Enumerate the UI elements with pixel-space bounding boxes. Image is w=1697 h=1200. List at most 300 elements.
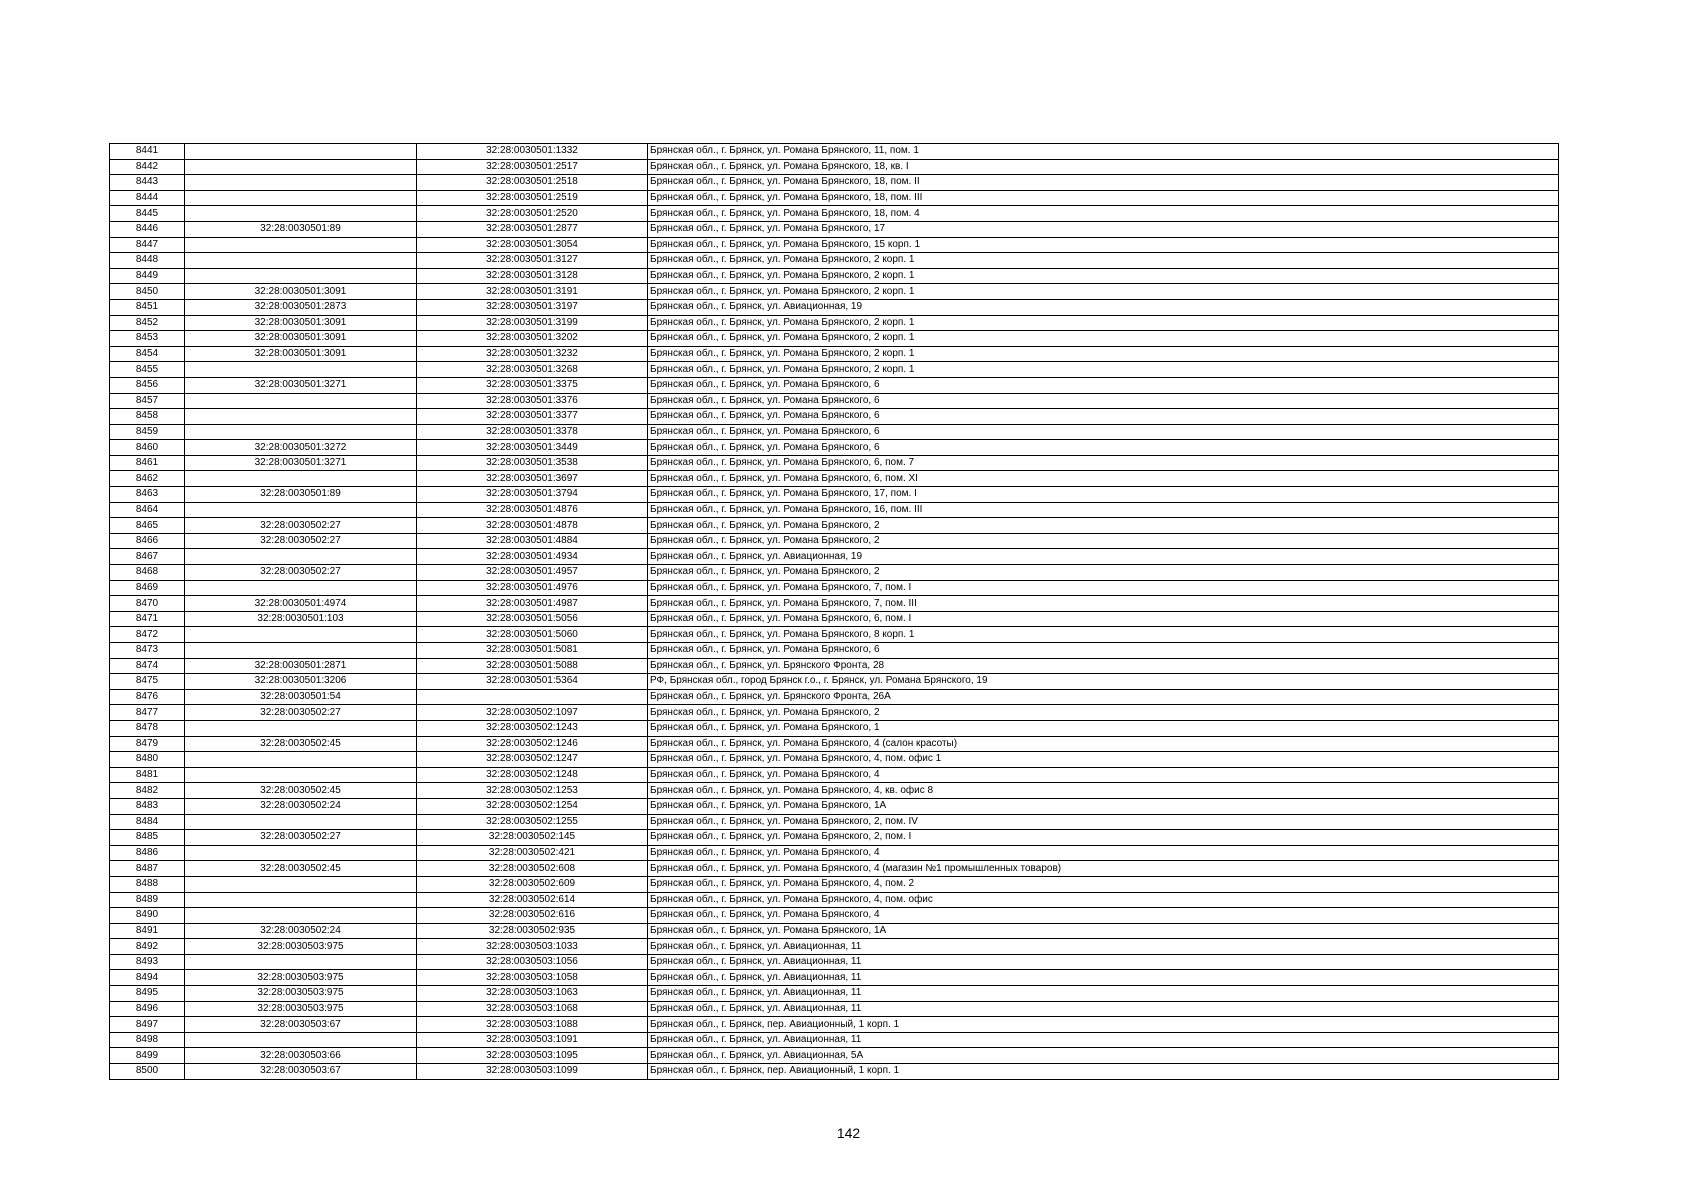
address-cell: Брянская обл., г. Брянск, ул. Романа Брянского, 2 корп. 1: [648, 268, 1559, 284]
table-row: [110, 783, 1559, 799]
cadastral-number-cell: 32:28:0030503:1056: [417, 954, 648, 970]
table-row: [110, 1001, 1559, 1017]
address-cell: Брянская обл., г. Брянск, ул. Авиационная, 11: [648, 1001, 1559, 1017]
parcel-number-cell: [185, 253, 417, 269]
parcel-number-cell: 32:28:0030501:3091: [185, 346, 417, 362]
cadastral-number-cell: 32:28:0030501:4934: [417, 549, 648, 565]
parcel-number-cell: 32:28:0030501:89: [185, 221, 417, 237]
address-cell: Брянская обл., г. Брянск, ул. Романа Брянского, 6: [648, 409, 1559, 425]
address-cell: Брянская обл., г. Брянск, ул. Романа Брянского, 4: [648, 908, 1559, 924]
row-number-cell: 8492: [110, 939, 185, 955]
address-cell: Брянская обл., г. Брянск, ул. Романа Брянского, 7, пом. I: [648, 580, 1559, 596]
cadastral-number-cell: 32:28:0030502:1255: [417, 814, 648, 830]
parcel-number-cell: 32:28:0030503:67: [185, 1064, 417, 1080]
cadastral-number-cell: 32:28:0030501:5364: [417, 674, 648, 690]
cadastral-number-cell: [417, 689, 648, 705]
row-number-cell: 8457: [110, 393, 185, 409]
address-cell: Брянская обл., г. Брянск, ул. Романа Брянского, 2: [648, 518, 1559, 534]
row-number-cell: 8498: [110, 1032, 185, 1048]
address-cell: Брянская обл., г. Брянск, ул. Романа Брянского, 16, пом. III: [648, 502, 1559, 518]
cadastral-number-cell: 32:28:0030501:4976: [417, 580, 648, 596]
parcel-number-cell: 32:28:0030503:975: [185, 986, 417, 1002]
address-cell: Брянская обл., г. Брянск, ул. Авиационная, 19: [648, 549, 1559, 565]
address-cell: Брянская обл., г. Брянск, ул. Авиационная, 5А: [648, 1048, 1559, 1064]
address-cell: Брянская обл., г. Брянск, ул. Брянского Фронта, 28: [648, 658, 1559, 674]
row-number-cell: 8462: [110, 471, 185, 487]
table-row: [110, 939, 1559, 955]
cadastral-number-cell: 32:28:0030501:4987: [417, 596, 648, 612]
table-row: [110, 565, 1559, 581]
parcel-number-cell: [185, 409, 417, 425]
address-cell: Брянская обл., г. Брянск, ул. Романа Брянского, 6, пом. 7: [648, 455, 1559, 471]
row-number-cell: 8452: [110, 315, 185, 331]
table-row: [110, 752, 1559, 768]
parcel-number-cell: 32:28:0030501:103: [185, 611, 417, 627]
cadastral-number-cell: 32:28:0030501:5081: [417, 643, 648, 659]
table-row: [110, 549, 1559, 565]
address-cell: Брянская обл., г. Брянск, ул. Романа Брянского, 2: [648, 533, 1559, 549]
parcel-number-cell: 32:28:0030501:3091: [185, 284, 417, 300]
table-body: [110, 144, 1559, 1080]
cadastral-number-cell: 32:28:0030501:3268: [417, 362, 648, 378]
cadastral-number-cell: 32:28:0030501:3054: [417, 237, 648, 253]
parcel-number-cell: 32:28:0030502:27: [185, 565, 417, 581]
address-cell: Брянская обл., г. Брянск, ул. Брянского Фронта, 26А: [648, 689, 1559, 705]
row-number-cell: 8456: [110, 377, 185, 393]
cadastral-number-cell: 32:28:0030501:3376: [417, 393, 648, 409]
cadastral-number-cell: 32:28:0030501:4876: [417, 502, 648, 518]
address-cell: Брянская обл., г. Брянск, ул. Романа Брянского, 15 корп. 1: [648, 237, 1559, 253]
row-number-cell: 8446: [110, 221, 185, 237]
table-row: [110, 876, 1559, 892]
parcel-number-cell: 32:28:0030502:27: [185, 705, 417, 721]
address-cell: Брянская обл., г. Брянск, ул. Романа Брянского, 6: [648, 377, 1559, 393]
table-row: [110, 253, 1559, 269]
address-cell: Брянская обл., г. Брянск, ул. Романа Брянского, 6: [648, 424, 1559, 440]
parcel-number-cell: [185, 144, 417, 160]
row-number-cell: 8474: [110, 658, 185, 674]
table-row: [110, 798, 1559, 814]
address-cell: Брянская обл., г. Брянск, ул. Романа Брянского, 18, пом. 4: [648, 206, 1559, 222]
row-number-cell: 8495: [110, 986, 185, 1002]
parcel-number-cell: 32:28:0030501:54: [185, 689, 417, 705]
address-cell: Брянская обл., г. Брянск, ул. Романа Брянского, 2 корп. 1: [648, 315, 1559, 331]
table-row: [110, 1048, 1559, 1064]
register-table: [109, 143, 1559, 1080]
cadastral-number-cell: 32:28:0030501:3197: [417, 299, 648, 315]
cadastral-number-cell: 32:28:0030503:1088: [417, 1017, 648, 1033]
cadastral-number-cell: 32:28:0030501:3538: [417, 455, 648, 471]
parcel-number-cell: [185, 580, 417, 596]
row-number-cell: 8459: [110, 424, 185, 440]
parcel-number-cell: [185, 175, 417, 191]
parcel-number-cell: 32:28:0030501:3271: [185, 455, 417, 471]
parcel-number-cell: [185, 159, 417, 175]
table-row: [110, 705, 1559, 721]
address-cell: Брянская обл., г. Брянск, ул. Авиационная, 11: [648, 1032, 1559, 1048]
address-cell: Брянская обл., г. Брянск, ул. Романа Брянского, 2 корп. 1: [648, 346, 1559, 362]
row-number-cell: 8487: [110, 861, 185, 877]
row-number-cell: 8478: [110, 720, 185, 736]
table-row: [110, 159, 1559, 175]
cadastral-number-cell: 32:28:0030501:2517: [417, 159, 648, 175]
row-number-cell: 8473: [110, 643, 185, 659]
row-number-cell: 8484: [110, 814, 185, 830]
table-row: [110, 487, 1559, 503]
table-row: [110, 377, 1559, 393]
parcel-number-cell: [185, 393, 417, 409]
cadastral-number-cell: 32:28:0030502:935: [417, 923, 648, 939]
row-number-cell: 8489: [110, 892, 185, 908]
address-cell: Брянская обл., г. Брянск, ул. Романа Брянского, 18, пом. III: [648, 190, 1559, 206]
cadastral-number-cell: 32:28:0030501:3378: [417, 424, 648, 440]
cadastral-number-cell: 32:28:0030501:3191: [417, 284, 648, 300]
table-row: [110, 596, 1559, 612]
address-cell: Брянская обл., г. Брянск, ул. Романа Брянского, 4: [648, 767, 1559, 783]
parcel-number-cell: 32:28:0030503:66: [185, 1048, 417, 1064]
cadastral-number-cell: 32:28:0030503:1095: [417, 1048, 648, 1064]
table-row: [110, 908, 1559, 924]
row-number-cell: 8467: [110, 549, 185, 565]
parcel-number-cell: 32:28:0030502:45: [185, 736, 417, 752]
cadastral-number-cell: 32:28:0030503:1068: [417, 1001, 648, 1017]
cadastral-number-cell: 32:28:0030501:5060: [417, 627, 648, 643]
address-cell: Брянская обл., г. Брянск, ул. Романа Брянского, 4, кв. офис 8: [648, 783, 1559, 799]
parcel-number-cell: 32:28:0030502:45: [185, 861, 417, 877]
row-number-cell: 8477: [110, 705, 185, 721]
cadastral-number-cell: 32:28:0030501:5056: [417, 611, 648, 627]
parcel-number-cell: [185, 643, 417, 659]
table-row: [110, 1017, 1559, 1033]
table-row: [110, 346, 1559, 362]
cadastral-number-cell: 32:28:0030502:145: [417, 830, 648, 846]
address-cell: Брянская обл., г. Брянск, ул. Романа Брянского, 17, пом. I: [648, 487, 1559, 503]
table-row: [110, 502, 1559, 518]
address-cell: Брянская обл., г. Брянск, ул. Романа Брянского, 6: [648, 643, 1559, 659]
address-cell: Брянская обл., г. Брянск, ул. Романа Брянского, 4 (салон красоты): [648, 736, 1559, 752]
row-number-cell: 8472: [110, 627, 185, 643]
row-number-cell: 8499: [110, 1048, 185, 1064]
row-number-cell: 8463: [110, 487, 185, 503]
parcel-number-cell: [185, 1032, 417, 1048]
parcel-number-cell: 32:28:0030501:89: [185, 487, 417, 503]
table-row: [110, 424, 1559, 440]
table-row: [110, 237, 1559, 253]
parcel-number-cell: [185, 752, 417, 768]
row-number-cell: 8485: [110, 830, 185, 846]
parcel-number-cell: [185, 362, 417, 378]
row-number-cell: 8447: [110, 237, 185, 253]
cadastral-number-cell: 32:28:0030503:1099: [417, 1064, 648, 1080]
address-cell: Брянская обл., г. Брянск, пер. Авиационный, 1 корп. 1: [648, 1017, 1559, 1033]
table-row: [110, 986, 1559, 1002]
address-cell: Брянская обл., г. Брянск, ул. Романа Брянского, 11, пом. 1: [648, 144, 1559, 160]
address-cell: Брянская обл., г. Брянск, ул. Романа Брянского, 1: [648, 720, 1559, 736]
table-row: [110, 892, 1559, 908]
cadastral-number-cell: 32:28:0030502:421: [417, 845, 648, 861]
row-number-cell: 8464: [110, 502, 185, 518]
cadastral-number-cell: 32:28:0030502:1246: [417, 736, 648, 752]
table-row: [110, 144, 1559, 160]
parcel-number-cell: [185, 424, 417, 440]
table-row: [110, 409, 1559, 425]
address-cell: Брянская обл., г. Брянск, ул. Романа Брянского, 6: [648, 393, 1559, 409]
row-number-cell: 8486: [110, 845, 185, 861]
row-number-cell: 8500: [110, 1064, 185, 1080]
row-number-cell: 8483: [110, 798, 185, 814]
row-number-cell: 8479: [110, 736, 185, 752]
parcel-number-cell: 32:28:0030501:4974: [185, 596, 417, 612]
cadastral-number-cell: 32:28:0030503:1063: [417, 986, 648, 1002]
address-cell: Брянская обл., г. Брянск, ул. Романа Брянского, 7, пом. III: [648, 596, 1559, 612]
parcel-number-cell: [185, 845, 417, 861]
parcel-number-cell: 32:28:0030502:27: [185, 830, 417, 846]
table-row: [110, 643, 1559, 659]
table-row: [110, 1032, 1559, 1048]
row-number-cell: 8461: [110, 455, 185, 471]
table-row: [110, 299, 1559, 315]
address-cell: Брянская обл., г. Брянск, ул. Романа Брянского, 4 (магазин №1 промышленных товаров): [648, 861, 1559, 877]
address-cell: Брянская обл., г. Брянск, ул. Романа Брянского, 18, кв. I: [648, 159, 1559, 175]
row-number-cell: 8445: [110, 206, 185, 222]
row-number-cell: 8471: [110, 611, 185, 627]
table-row: [110, 861, 1559, 877]
parcel-number-cell: [185, 720, 417, 736]
address-cell: Брянская обл., г. Брянск, ул. Романа Брянского, 2: [648, 565, 1559, 581]
table-row: [110, 471, 1559, 487]
cadastral-number-cell: 32:28:0030502:608: [417, 861, 648, 877]
table-row: [110, 518, 1559, 534]
table-row: [110, 767, 1559, 783]
parcel-number-cell: 32:28:0030502:45: [185, 783, 417, 799]
row-number-cell: 8480: [110, 752, 185, 768]
row-number-cell: 8497: [110, 1017, 185, 1033]
address-cell: Брянская обл., г. Брянск, пер. Авиационный, 1 корп. 1: [648, 1064, 1559, 1080]
table-row: [110, 331, 1559, 347]
table-row: [110, 627, 1559, 643]
parcel-number-cell: 32:28:0030502:27: [185, 533, 417, 549]
cadastral-number-cell: 32:28:0030503:1091: [417, 1032, 648, 1048]
row-number-cell: 8494: [110, 970, 185, 986]
address-cell: Брянская обл., г. Брянск, ул. Авиационная, 11: [648, 939, 1559, 955]
table-row: [110, 190, 1559, 206]
cadastral-number-cell: 32:28:0030503:1058: [417, 970, 648, 986]
row-number-cell: 8468: [110, 565, 185, 581]
parcel-number-cell: [185, 549, 417, 565]
parcel-number-cell: 32:28:0030501:3272: [185, 440, 417, 456]
address-cell: Брянская обл., г. Брянск, ул. Романа Брянского, 2 корп. 1: [648, 362, 1559, 378]
page-number: 142: [836, 1125, 861, 1141]
row-number-cell: 8454: [110, 346, 185, 362]
row-number-cell: 8481: [110, 767, 185, 783]
parcel-number-cell: 32:28:0030501:3206: [185, 674, 417, 690]
cadastral-number-cell: 32:28:0030502:1097: [417, 705, 648, 721]
table-row: [110, 720, 1559, 736]
table-row: [110, 362, 1559, 378]
table-row: [110, 175, 1559, 191]
address-cell: Брянская обл., г. Брянск, ул. Романа Брянского, 6: [648, 440, 1559, 456]
row-number-cell: 8455: [110, 362, 185, 378]
table-row: [110, 393, 1559, 409]
cadastral-number-cell: 32:28:0030502:1254: [417, 798, 648, 814]
cadastral-number-cell: 32:28:0030501:3449: [417, 440, 648, 456]
row-number-cell: 8451: [110, 299, 185, 315]
row-number-cell: 8465: [110, 518, 185, 534]
cadastral-number-cell: 32:28:0030501:4878: [417, 518, 648, 534]
cadastral-number-cell: 32:28:0030501:3202: [417, 331, 648, 347]
cadastral-number-cell: 32:28:0030501:3375: [417, 377, 648, 393]
row-number-cell: 8482: [110, 783, 185, 799]
parcel-number-cell: 32:28:0030502:24: [185, 798, 417, 814]
cadastral-number-cell: 32:28:0030501:3232: [417, 346, 648, 362]
parcel-number-cell: [185, 627, 417, 643]
address-cell: Брянская обл., г. Брянск, ул. Авиационная, 11: [648, 954, 1559, 970]
row-number-cell: 8444: [110, 190, 185, 206]
cadastral-number-cell: 32:28:0030502:1243: [417, 720, 648, 736]
parcel-number-cell: [185, 908, 417, 924]
address-cell: Брянская обл., г. Брянск, ул. Романа Брянского, 2 корп. 1: [648, 331, 1559, 347]
cadastral-number-cell: 32:28:0030501:2877: [417, 221, 648, 237]
row-number-cell: 8458: [110, 409, 185, 425]
cadastral-number-cell: 32:28:0030501:5088: [417, 658, 648, 674]
address-cell: Брянская обл., г. Брянск, ул. Романа Брянского, 8 корп. 1: [648, 627, 1559, 643]
address-cell: Брянская обл., г. Брянск, ул. Романа Брянского, 2, пом. IV: [648, 814, 1559, 830]
row-number-cell: 8450: [110, 284, 185, 300]
row-number-cell: 8469: [110, 580, 185, 596]
parcel-number-cell: 32:28:0030501:3091: [185, 315, 417, 331]
address-cell: Брянская обл., г. Брянск, ул. Романа Брянского, 4, пом. 2: [648, 876, 1559, 892]
cadastral-number-cell: 32:28:0030501:3697: [417, 471, 648, 487]
cadastral-number-cell: 32:28:0030501:2520: [417, 206, 648, 222]
parcel-number-cell: 32:28:0030501:2873: [185, 299, 417, 315]
row-number-cell: 8460: [110, 440, 185, 456]
table-row: [110, 736, 1559, 752]
table-row: [110, 689, 1559, 705]
row-number-cell: 8443: [110, 175, 185, 191]
parcel-number-cell: [185, 237, 417, 253]
address-cell: Брянская обл., г. Брянск, ул. Романа Брянского, 4, пом. офис 1: [648, 752, 1559, 768]
row-number-cell: 8476: [110, 689, 185, 705]
table-row: [110, 221, 1559, 237]
row-number-cell: 8441: [110, 144, 185, 160]
table-row: [110, 533, 1559, 549]
address-cell: Брянская обл., г. Брянск, ул. Авиационная, 11: [648, 970, 1559, 986]
cadastral-number-cell: 32:28:0030503:1033: [417, 939, 648, 955]
cadastral-number-cell: 32:28:0030501:3377: [417, 409, 648, 425]
row-number-cell: 8488: [110, 876, 185, 892]
parcel-number-cell: [185, 876, 417, 892]
address-cell: РФ, Брянская обл., город Брянск г.о., г. Брянск, ул. Романа Брянского, 19: [648, 674, 1559, 690]
parcel-number-cell: 32:28:0030501:2871: [185, 658, 417, 674]
table-row: [110, 1064, 1559, 1080]
parcel-number-cell: [185, 814, 417, 830]
address-cell: Брянская обл., г. Брянск, ул. Авиационная, 19: [648, 299, 1559, 315]
table-row: [110, 611, 1559, 627]
row-number-cell: 8491: [110, 923, 185, 939]
address-cell: Брянская обл., г. Брянск, ул. Романа Брянского, 18, пом. II: [648, 175, 1559, 191]
address-cell: Брянская обл., г. Брянск, ул. Романа Брянского, 2 корп. 1: [648, 284, 1559, 300]
row-number-cell: 8466: [110, 533, 185, 549]
parcel-number-cell: 32:28:0030503:975: [185, 939, 417, 955]
address-cell: Брянская обл., г. Брянск, ул. Авиационная, 11: [648, 986, 1559, 1002]
cadastral-number-cell: 32:28:0030502:614: [417, 892, 648, 908]
parcel-number-cell: [185, 268, 417, 284]
parcel-number-cell: [185, 471, 417, 487]
address-cell: Брянская обл., г. Брянск, ул. Романа Брянского, 2 корп. 1: [648, 253, 1559, 269]
address-cell: Брянская обл., г. Брянск, ул. Романа Брянского, 6, пом. XI: [648, 471, 1559, 487]
row-number-cell: 8449: [110, 268, 185, 284]
row-number-cell: 8448: [110, 253, 185, 269]
parcel-number-cell: [185, 206, 417, 222]
row-number-cell: 8470: [110, 596, 185, 612]
parcel-number-cell: [185, 190, 417, 206]
parcel-number-cell: [185, 892, 417, 908]
parcel-number-cell: 32:28:0030502:27: [185, 518, 417, 534]
table-row: [110, 455, 1559, 471]
row-number-cell: 8442: [110, 159, 185, 175]
cadastral-number-cell: 32:28:0030501:1332: [417, 144, 648, 160]
address-cell: Брянская обл., г. Брянск, ул. Романа Брянского, 17: [648, 221, 1559, 237]
cadastral-number-cell: 32:28:0030501:3794: [417, 487, 648, 503]
table-row: [110, 580, 1559, 596]
address-cell: Брянская обл., г. Брянск, ул. Романа Брянского, 1А: [648, 798, 1559, 814]
table-row: [110, 674, 1559, 690]
row-number-cell: 8496: [110, 1001, 185, 1017]
cadastral-number-cell: 32:28:0030502:609: [417, 876, 648, 892]
cadastral-number-cell: 32:28:0030501:4957: [417, 565, 648, 581]
cadastral-number-cell: 32:28:0030502:616: [417, 908, 648, 924]
cadastral-number-cell: 32:28:0030502:1253: [417, 783, 648, 799]
parcel-number-cell: 32:28:0030503:975: [185, 970, 417, 986]
row-number-cell: 8453: [110, 331, 185, 347]
cadastral-number-cell: 32:28:0030501:3128: [417, 268, 648, 284]
parcel-number-cell: 32:28:0030503:975: [185, 1001, 417, 1017]
cadastral-number-cell: 32:28:0030501:4884: [417, 533, 648, 549]
parcel-number-cell: [185, 954, 417, 970]
parcel-number-cell: [185, 502, 417, 518]
parcel-number-cell: 32:28:0030503:67: [185, 1017, 417, 1033]
address-cell: Брянская обл., г. Брянск, ул. Романа Брянского, 1А: [648, 923, 1559, 939]
table-row: [110, 830, 1559, 846]
table-row: [110, 268, 1559, 284]
cadastral-number-cell: 32:28:0030501:3199: [417, 315, 648, 331]
table-row: [110, 284, 1559, 300]
parcel-number-cell: 32:28:0030502:24: [185, 923, 417, 939]
parcel-number-cell: 32:28:0030501:3091: [185, 331, 417, 347]
table-row: [110, 206, 1559, 222]
table-row: [110, 658, 1559, 674]
parcel-number-cell: 32:28:0030501:3271: [185, 377, 417, 393]
address-cell: Брянская обл., г. Брянск, ул. Романа Брянского, 2: [648, 705, 1559, 721]
address-cell: Брянская обл., г. Брянск, ул. Романа Брянского, 4, пом. офис: [648, 892, 1559, 908]
table-row: [110, 440, 1559, 456]
cadastral-number-cell: 32:28:0030501:2518: [417, 175, 648, 191]
parcel-number-cell: [185, 767, 417, 783]
cadastral-number-cell: 32:28:0030501:3127: [417, 253, 648, 269]
table-row: [110, 954, 1559, 970]
table-row: [110, 845, 1559, 861]
row-number-cell: 8475: [110, 674, 185, 690]
table-row: [110, 970, 1559, 986]
row-number-cell: 8493: [110, 954, 185, 970]
address-cell: Брянская обл., г. Брянск, ул. Романа Брянского, 6, пом. I: [648, 611, 1559, 627]
cadastral-number-cell: 32:28:0030501:2519: [417, 190, 648, 206]
table-row: [110, 814, 1559, 830]
address-cell: Брянская обл., г. Брянск, ул. Романа Брянского, 2, пом. I: [648, 830, 1559, 846]
table-row: [110, 315, 1559, 331]
row-number-cell: 8490: [110, 908, 185, 924]
cadastral-number-cell: 32:28:0030502:1248: [417, 767, 648, 783]
